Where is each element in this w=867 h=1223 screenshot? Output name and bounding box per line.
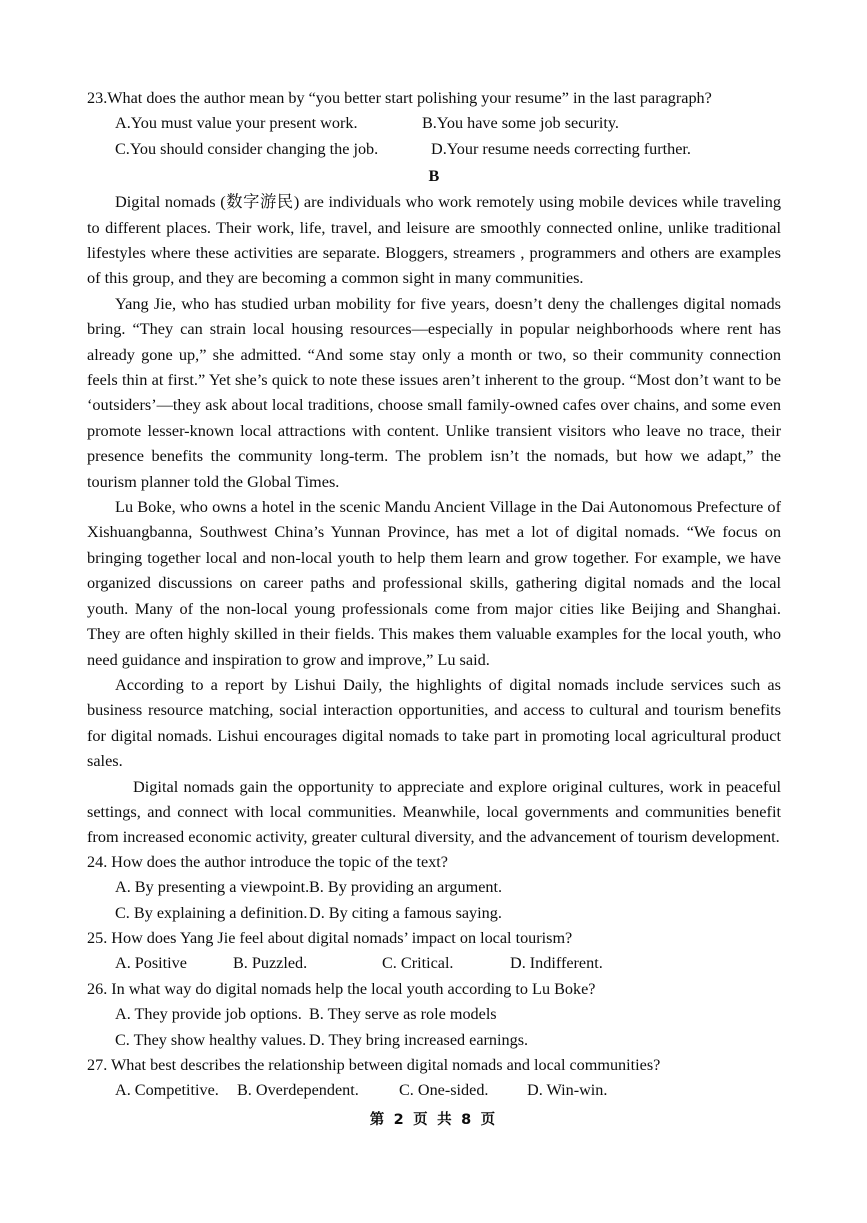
question-27-option-d[interactable]: D. Win-win. (527, 1081, 608, 1100)
question-23-option-b[interactable]: B.You have some job security. (422, 114, 619, 133)
question-27-option-a[interactable]: A. Competitive. (115, 1081, 219, 1100)
question-24-stem: 24. How does the author introduce the topic of the text? (87, 852, 448, 871)
section-letter-b: B (428, 167, 440, 186)
question-25 (87, 926, 781, 977)
question-24-options-row-1 (87, 875, 781, 900)
question-26-option-c[interactable]: C. They show healthy values. (115, 1030, 307, 1049)
question-23 (87, 86, 781, 162)
question-24-option-d[interactable]: D. By citing a famous saying. (309, 903, 502, 922)
question-24-option-b[interactable]: B. By providing an argument. (309, 878, 503, 897)
question-26-options-row-1 (87, 1002, 781, 1027)
passage-paragraph-1: Digital nomads (数字游民) are individuals who work remotely using mobile devices while traveling to different places. Their work, life, travel, and leisure are smoothly connected online, unlike traditional lifestyles where these activities are separate. Bloggers, streamers , programmers and others are examples of this group, and they are becoming a common sight in many communities. (87, 192, 781, 288)
question-26-option-a[interactable]: A. They provide job options. (115, 1005, 302, 1024)
passage-paragraph-4: According to a report by Lishui Daily, the highlights of digital nomads include services such as business resource matching, social interaction opportunities, and access to cultural and tourism benefits for digital nomads. Lishui encourages digital nomads to take part in promoting local agricultural product sales. (87, 674, 781, 771)
question-26-option-d[interactable]: D. They bring increased earnings. (309, 1030, 529, 1049)
passage-paragraph-3: Lu Boke, who owns a hotel in the scenic Mandu Ancient Village in the Dai Autonomous Prefecture of Xishuangbanna, Southwest China’s Yunnan Province, has met a lot of digital nomads. “We focus on bringing together local and non-local youth to help them learn and grow together. For example, we have organized discussions on career paths and professional skills, gathering digital nomads and the local youth. Many of the non-local young professionals come from major cities like Beijing and Shanghai. They are often highly skilled in their fields. This makes them valuable examples for the local youth, who need guidance and inspiration to grow and improve,” Lu said. (87, 497, 781, 669)
passage-paragraph-5: Digital nomads gain the opportunity to appreciate and explore original cultures, work in peaceful settings, and connect with local communities. Meanwhile, local governments and communities benefit from increased economic activity, greater cultural diversity, and the advancement of tourism development. (87, 776, 781, 847)
question-27-options-row (87, 1078, 781, 1103)
question-23-options-row-2 (87, 137, 781, 162)
question-25-option-d[interactable]: D. Indifferent. (510, 954, 603, 973)
page-footer: 第 2 页 共 8 页 (369, 1112, 498, 1128)
question-23-stem: 23.What does the author mean by “you better start polishing your resume” in the last paragraph? (87, 89, 712, 107)
question-25-stem: 25. How does Yang Jie feel about digital nomads’ impact on local tourism? (87, 928, 573, 947)
question-26-stem: 26. In what way do digital nomads help the local youth according to Lu Boke? (87, 979, 596, 998)
question-26-options-row-2 (87, 1028, 781, 1053)
page-content (87, 86, 781, 1104)
question-24 (87, 850, 781, 926)
question-26 (87, 977, 781, 1053)
question-27-stem: 27. What best describes the relationship between digital nomads and local communities? (87, 1055, 661, 1074)
question-25-option-b[interactable]: B. Puzzled. (233, 954, 308, 973)
question-25-option-a[interactable]: A. Positive (115, 954, 187, 973)
reading-passage (87, 189, 781, 850)
question-27 (87, 1053, 781, 1104)
question-27-option-c[interactable]: C. One-sided. (399, 1081, 489, 1100)
question-23-option-c[interactable]: C.You should consider changing the job. (115, 139, 379, 158)
question-25-options-row (87, 951, 781, 976)
question-23-option-a[interactable]: A.You must value your present work. (115, 114, 358, 133)
question-23-option-d[interactable]: D.Your resume needs correcting further. (431, 139, 691, 158)
question-24-option-a[interactable]: A. By presenting a viewpoint. (115, 878, 310, 897)
question-25-option-c[interactable]: C. Critical. (382, 954, 454, 973)
question-26-option-b[interactable]: B. They serve as role models (309, 1005, 497, 1024)
question-24-option-c[interactable]: C. By explaining a definition. (115, 903, 308, 922)
question-23-options-row-1 (87, 111, 781, 136)
question-27-option-b[interactable]: B. Overdependent. (237, 1081, 359, 1100)
question-24-options-row-2 (87, 901, 781, 926)
passage-paragraph-2: Yang Jie, who has studied urban mobility for five years, doesn’t deny the challenges digital nomads bring. “They can strain local housing resources—especially in popular neighborhoods where rent has already gone up,” she admitted. “And some stay only a month or two, so their community connection feels thin at first.” Yet she’s quick to note these issues aren’t inherent to the group. “Most don’t want to be ‘outsiders’—they ask about local traditions, choose small family-owned cafes over chains, and some even promote lesser-known local attractions with content. Unlike transient visitors who leave no trace, their presence benefits the community long-term. The problem isn’t the nomads, but how we adapt,” the tourism planner told the Global Times. (87, 293, 781, 491)
